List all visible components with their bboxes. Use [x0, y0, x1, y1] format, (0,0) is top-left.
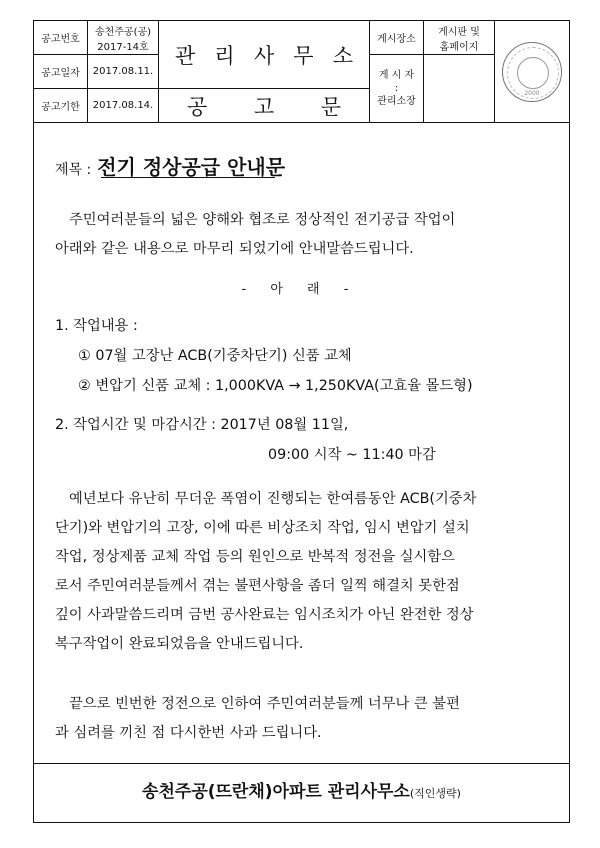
- document-title: [55, 151, 285, 180]
- office-char: 무: [293, 43, 314, 68]
- intro-paragraph: [55, 206, 555, 264]
- office-char: 관: [175, 43, 196, 68]
- body-line: 깊이 사과말씀드리며 금번 공사완료는 임시조치가 아닌 완전한 정상: [55, 607, 474, 623]
- below-marker: - 아 래 -: [241, 282, 359, 297]
- footer-note: (직인생략): [409, 787, 461, 800]
- notice-date-label: 공고일자: [34, 55, 88, 89]
- notice-char: 고: [253, 94, 275, 119]
- body-line: 로서 주민여러분들께서 겪는 불편사항을 좀더 일찍 해결치 못한점: [55, 578, 460, 594]
- official-seal-icon: [502, 42, 562, 102]
- office-char: 리: [214, 43, 235, 68]
- body-line: 예년보다 유난히 무더운 폭염이 진행되는 한여름동안 ACB(기중차: [69, 491, 477, 507]
- section2-line2: 09:00 시작 ~ 11:40 마감: [268, 447, 436, 463]
- title-underline: [101, 177, 275, 178]
- closing-line: 끝으로 빈번한 정전으로 인하여 주민여러분들께 너무나 큰 불편: [69, 696, 460, 712]
- intro-line: 아래와 같은 내용으로 마무리 되었기에 안내말씀드립니다.: [55, 241, 414, 257]
- stamp-cell: [495, 21, 570, 123]
- notice-no: 송천주공(공): [94, 26, 152, 38]
- deadline: 2017.08.14.: [88, 89, 159, 123]
- header-table: [33, 20, 570, 123]
- title-prefix: 제목 :: [55, 162, 92, 178]
- closing-line: 과 심려를 끼친 점 다시한번 사과 드립니다.: [55, 725, 322, 741]
- footer: [33, 763, 570, 823]
- footer-org: 송천주공(뜨란채)아파트 관리사무소: [142, 782, 410, 802]
- deadline-label: 공고기한: [34, 89, 88, 123]
- closing-paragraph: [55, 690, 555, 748]
- body-line: 작업, 정상제품 교체 작업 등의 원인으로 반복적 정전을 실시함으: [55, 549, 455, 565]
- office-char: 소: [332, 43, 353, 68]
- poster-label: 게 시 자: [378, 70, 415, 81]
- notice-no-cell: [88, 21, 159, 55]
- section1-item: ② 변압기 신품 교체 : 1,000KVA → 1,250KVA(고효율 몰드형): [78, 378, 473, 394]
- poster-spacer: [424, 55, 495, 123]
- poster-colon: :: [394, 83, 399, 94]
- posting-place-label: 게시장소: [370, 21, 424, 55]
- notice-char: 공: [187, 94, 208, 119]
- poster-cell: [370, 55, 424, 123]
- notice-char: 문: [320, 94, 341, 119]
- notice-no-sub: 2017-14호: [97, 41, 149, 53]
- notice-date: 2017.08.11.: [88, 55, 159, 89]
- body-line: 복구작업이 완료되었음을 안내드립니다.: [55, 636, 304, 652]
- body-paragraph: [55, 485, 555, 659]
- notice-title: [159, 89, 370, 123]
- office-title: [159, 21, 370, 89]
- posting-place-1: 게시판 및: [438, 26, 480, 38]
- intro-line: 주민여러분들의 넓은 양해와 협조로 정상적인 전기공급 작업이: [69, 212, 456, 228]
- body-line: 단기)와 변압기의 고장, 이에 따른 비상조치 작업, 임시 변압기 설치: [55, 520, 470, 536]
- office-char: 사: [253, 43, 275, 68]
- section2-line1: 2. 작업시간 및 마감시간 : 2017년 08월 11일,: [55, 417, 349, 433]
- stamp-text: 2000: [524, 89, 540, 97]
- posting-place-2: 홈페이지: [439, 41, 479, 53]
- notice-no-label: 공고번호: [34, 21, 88, 55]
- section1-heading: 1. 작업내용 :: [55, 318, 138, 334]
- posting-place-cell: [424, 21, 495, 55]
- section1-item: ① 07월 고장난 ACB(기중차단기) 신품 교체: [78, 348, 352, 364]
- poster: 관리소장: [377, 96, 416, 107]
- title-text: 전기 정상공급 안내문: [97, 155, 286, 179]
